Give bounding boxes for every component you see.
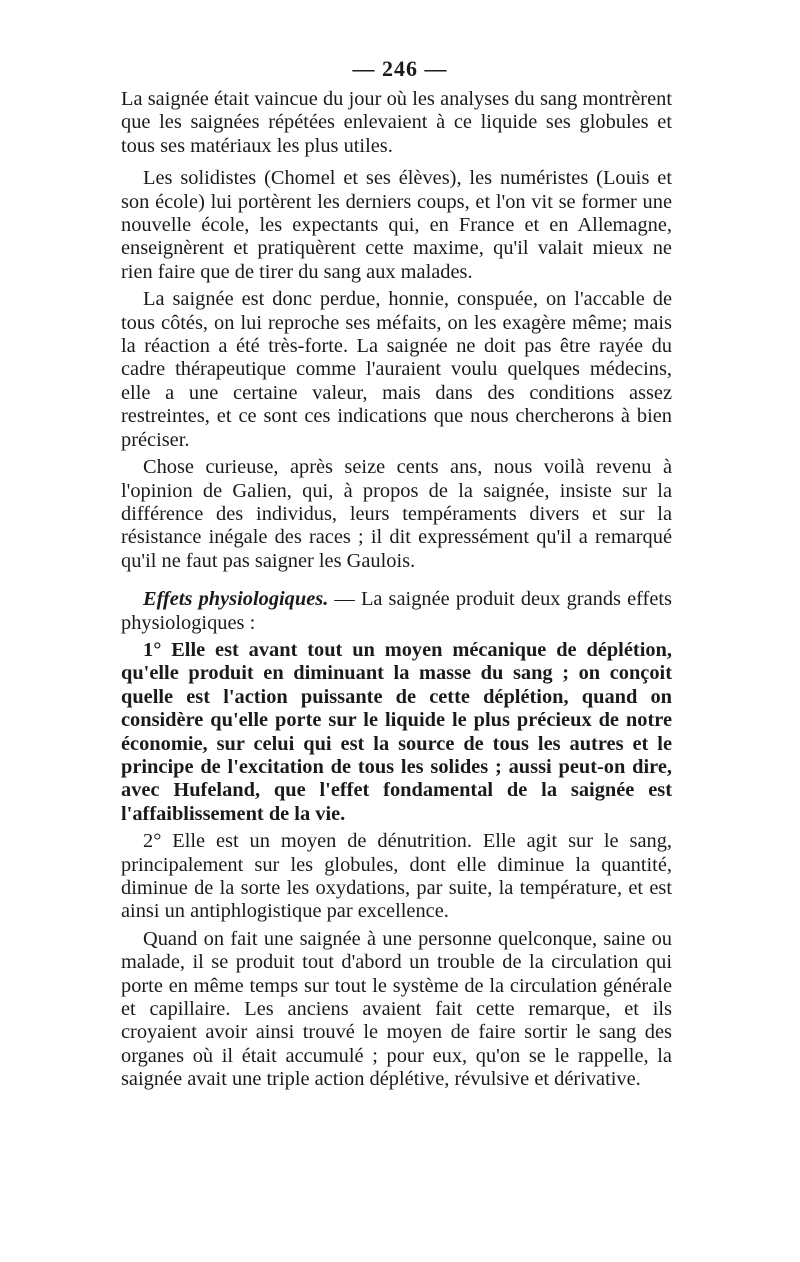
paragraph-1: La saignée était vaincue du jour où les analyses du sang montrèrent que les saignées répétées enlevaient à ce liquide ses globules et tous ses matériaux les plus utiles. bbox=[121, 88, 672, 157]
section-paragraph-effets bbox=[121, 588, 672, 635]
page-number: — 246 — bbox=[352, 56, 448, 81]
section-intro-text: — La saignée produit deux grands effets physiologiques : bbox=[121, 588, 672, 634]
paragraph-point-2: 2° Elle est un moyen de dénutrition. Elle agit sur le sang, principalement sur les globules, dont elle diminue la quantité, diminue de la sorte les oxydations, par suite, la température, et est ainsi un antiphlogistique par excellence. bbox=[121, 830, 672, 923]
section-heading: Effets physiologiques. bbox=[143, 588, 329, 611]
paragraph-point-1: 1° Elle est avant tout un moyen mécanique de déplétion, qu'elle produit en diminuant la masse du sang ; on conçoit quelle est l'action puissante de cette déplétion, quand on considère qu'elle porte sur le liquide le plus précieux de notre économie, sur celui qui est la source de tous les autres et le principe de l'excitation de tous les solides ; aussi peut-on dire, avec Hufeland, que l'effet fondamental de la saignée est l'affaiblissement de la vie. bbox=[121, 638, 672, 825]
paragraph-2: Les solidistes (Chomel et ses élèves), les numéristes (Louis et son école) lui portèrent les derniers coups, et l'on vit se former une nouvelle école, les expectants qui, en France et en Allemagne, enseignèrent et pratiquèrent cette maxime, qu'il valait mieux ne rien faire que de tirer du sang aux malades. bbox=[121, 167, 672, 283]
paragraph-4: Chose curieuse, après seize cents ans, nous voilà revenu à l'opinion de Galien, qui, à propos de la saignée, insiste sur la différence des individus, leurs tempéraments divers et sur la résistance inégale des races ; il dit expressément qu'il a remarqué qu'il ne faut pas saigner les Gaulois. bbox=[121, 456, 672, 572]
paragraph-8: Quand on fait une saignée à une personne quelconque, saine ou malade, il se produit tout d'abord un trouble de la circulation qui porte en même temps sur tout le système de la circulation générale et capillaire. Les anciens avaient fait cette remarque, et ils croyaient avoir ainsi trouvé le moyen de faire sortir le sang des organes où il était accumulé ; pour eux, qu'on se le rappelle, la saignée avait une triple action déplétive, révulsive et dérivative. bbox=[121, 927, 672, 1091]
body-text bbox=[121, 88, 672, 1092]
paragraph-3: La saignée est donc perdue, honnie, conspuée, on l'accable de tous côtés, on lui reproche ses méfaits, on les exagère même; mais la réaction a été très-forte. La saignée ne doit pas être rayée du cadre thérapeutique comme l'auraient voulu quelques médecins, elle a une certaine valeur, mais dans des conditions assez restreintes, et ce sont ces indications que nous chercherons à bien préciser. bbox=[121, 288, 672, 451]
